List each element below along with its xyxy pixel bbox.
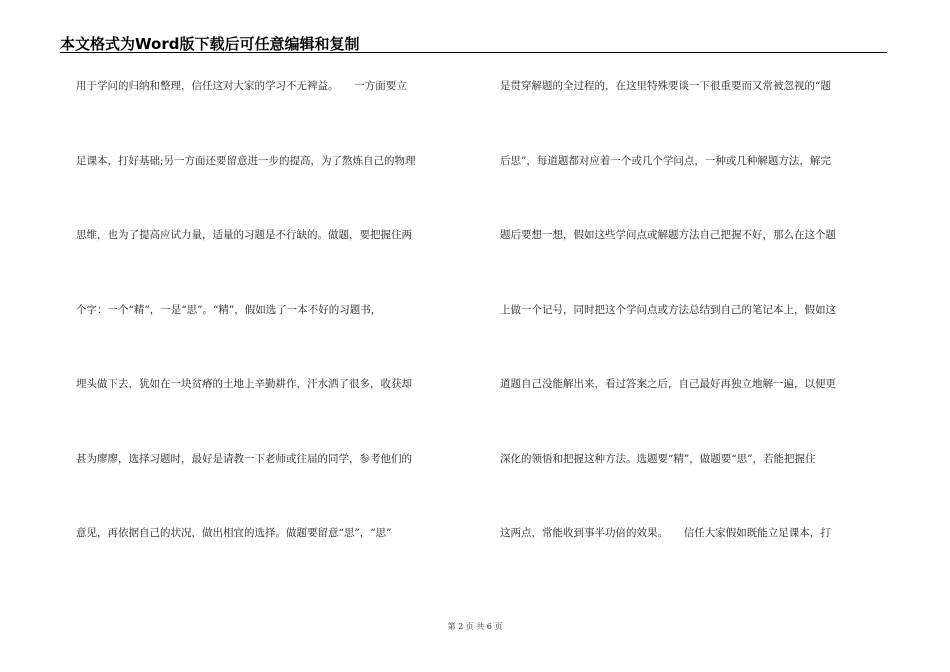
text-line: 深化的领悟和把握这种方法。选题要“精”，做题要“思”，若能把握住 [500,452,816,465]
text-line: 思维，也为了提高应试力量，适量的习题是不行缺的。做题，要把握住两 [76,229,412,241]
header-divider [60,52,887,53]
page-number: 第 2 页 共 6 页 [447,622,503,631]
text-line: 道题自己没能解出来，看过答案之后，自己最好再独立地解一遍，以便更 [500,378,836,390]
text-line: 足课本，打好基础;另一方面还要留意进一步的提高，为了熬炼自己的物理 [76,154,416,167]
text-line: 上做一个记号，同时把这个学问点或方法总结到自己的笔记本上，假如这 [500,303,836,316]
text-line: 这两点，常能收到事半功倍的效果。 信任大家假如既能立足课本，打 [500,527,831,539]
text-line: 埋头做下去，犹如在一块贫瘠的土地上辛勤耕作，汗水洒了很多，收获却 [76,378,412,390]
text-line: 后思”，每道题都对应着一个或几个学问点，一种或几种解题方法，解完 [500,154,831,167]
right-text-column [500,68,888,590]
text-line: 是贯穿解题的全过程的，在这里特殊要谈一下很重要而又常被忽视的“题 [500,80,831,92]
document-header-title: 本文格式为Word版下载后可任意编辑和复制 [60,35,360,53]
text-line: 意见，再依据自己的状况，做出相宜的选择。做题要留意“思”，“思” [76,527,392,539]
text-line: 题后要想一想，假如这些学问点或解题方法自己把握不好，那么在这个题 [500,229,836,241]
text-line: 个字：一个“精”，一是“思”。“精”，假如选了一本不好的习题书， [76,303,382,316]
text-line: 甚为廖廖，选择习题时，最好是请教一下老师或往届的同学，参考他们的 [76,452,412,465]
text-line: 用于学问的归纳和整理，信任这对大家的学习不无裨益。 一方面要立 [76,80,407,92]
left-text-column [76,68,486,590]
